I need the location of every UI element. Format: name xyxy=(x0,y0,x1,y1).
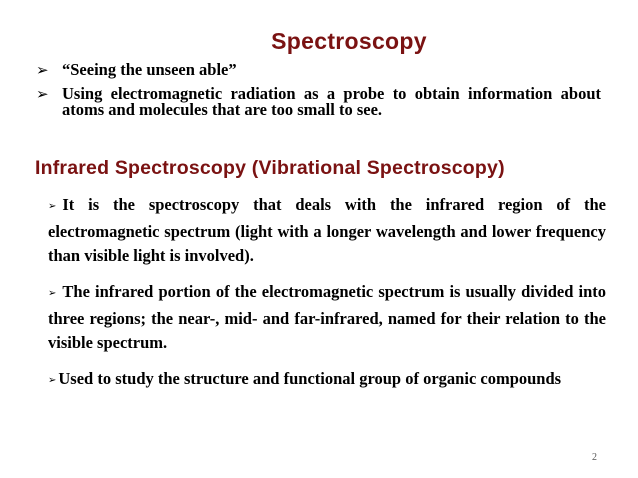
arrow-bullet-icon: ➢ xyxy=(36,85,49,103)
bullet-text: “Seeing the unseen able” xyxy=(62,60,237,79)
paragraph-list xyxy=(48,193,606,406)
bullet-item xyxy=(36,62,601,78)
paragraph-text: Used to study the structure and functional group of organic compounds xyxy=(58,369,562,388)
arrow-bullet-icon: ➢ xyxy=(48,375,57,386)
bullet-item xyxy=(36,86,601,118)
paragraph-item xyxy=(48,193,606,268)
page-number: 2 xyxy=(592,452,597,463)
arrow-bullet-icon: ➢ xyxy=(36,61,49,79)
paragraph-text: The infrared portion of the electromagnetic spectrum is usually divided into three regions; the near-, mid- and far-infrared, named for their relation to the visible spectrum. xyxy=(48,282,606,352)
paragraph-item xyxy=(48,280,606,355)
arrow-bullet-icon: ➢ xyxy=(48,201,57,212)
intro-bullet-list xyxy=(36,62,601,126)
arrow-bullet-icon: ➢ xyxy=(48,288,57,299)
paragraph-text: It is the spectroscopy that deals with the infrared region of the electromagnetic spectrum (light with a longer wavelength and lower frequency than visible light is involved). xyxy=(48,195,606,265)
slide-title: Spectroscopy xyxy=(271,28,427,54)
paragraph-item xyxy=(48,367,606,394)
section-heading: Infrared Spectroscopy (Vibrational Spectroscopy) xyxy=(35,157,505,179)
bullet-text: Using electromagnetic radiation as a probe to obtain information about atoms and molecules that are too small to see. xyxy=(62,84,601,119)
